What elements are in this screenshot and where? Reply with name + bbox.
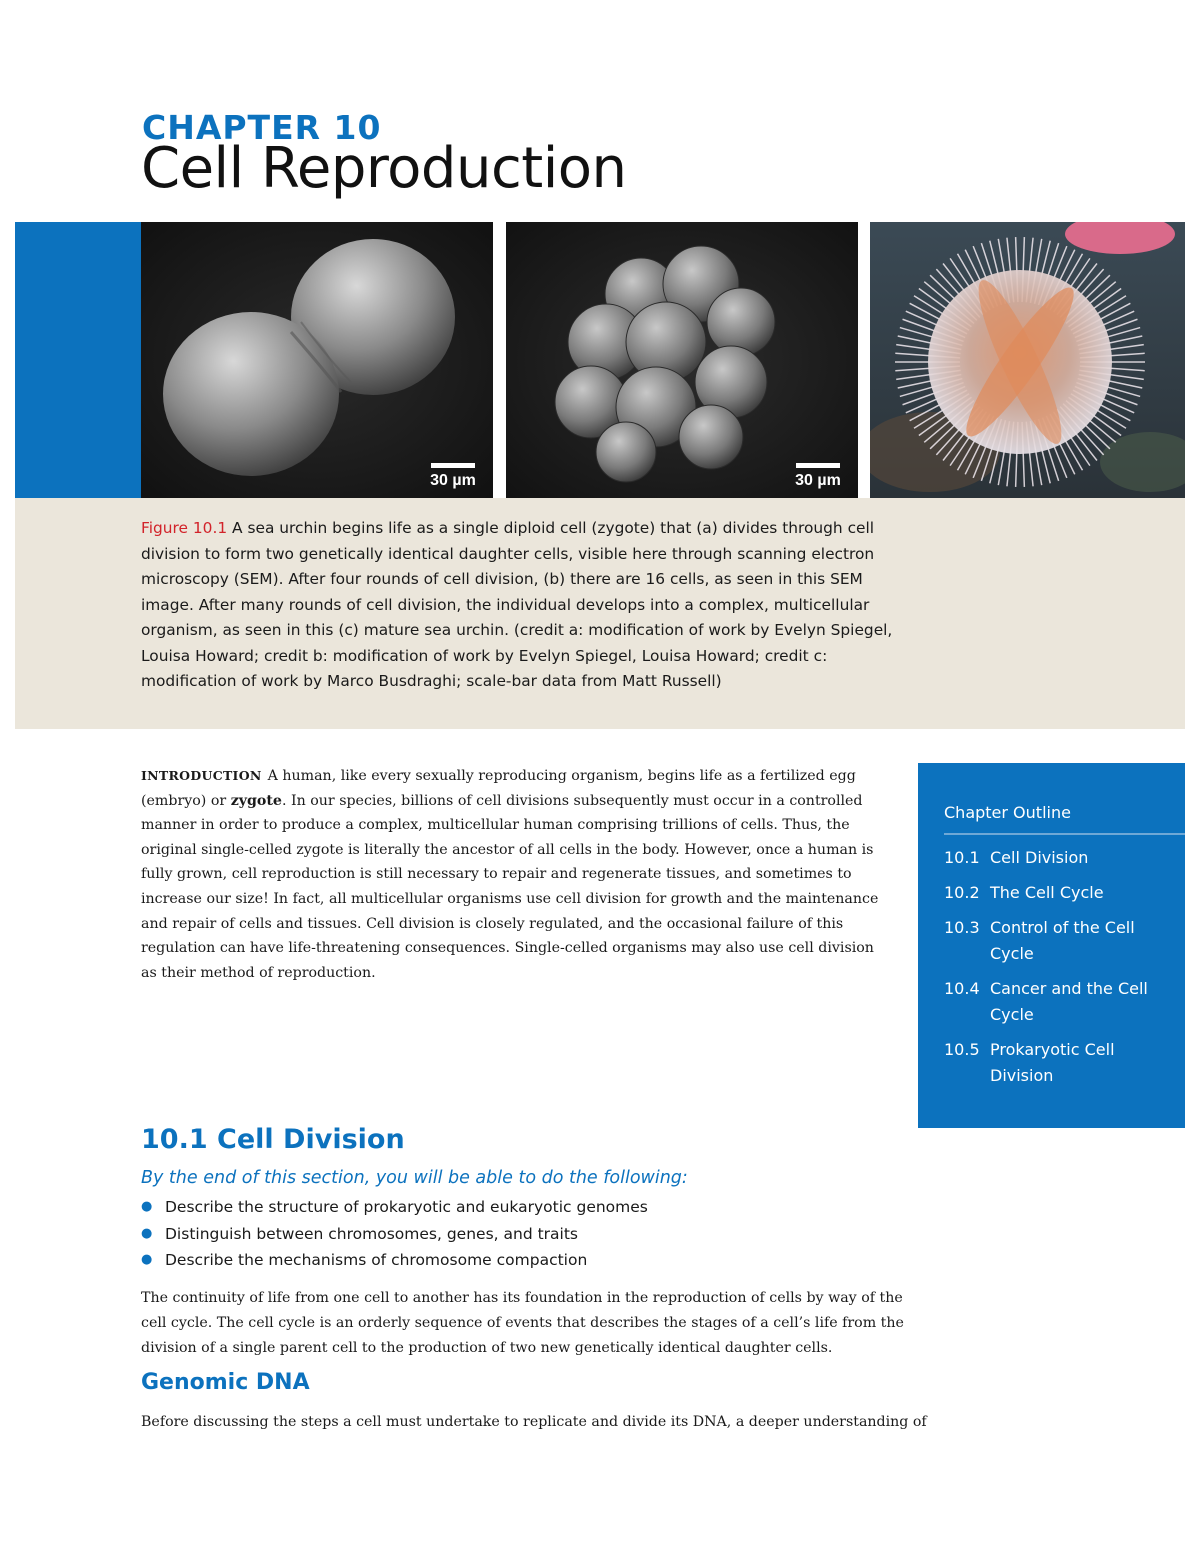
figure-image-c-mature-sea-urchin	[870, 222, 1185, 498]
scale-bar-a: 30 µm	[427, 463, 479, 490]
introduction-paragraph	[141, 764, 889, 985]
subsection-title: Genomic DNA	[141, 1370, 310, 1395]
outline-item-label: Cancer and the Cell Cycle	[990, 979, 1148, 1024]
chapter-outline-box	[918, 763, 1185, 1128]
objective-item	[141, 1221, 648, 1248]
learning-objectives-heading: By the end of this section, you will be able to do the following:	[141, 1168, 688, 1188]
figure-image-a-two-cell-sem	[141, 222, 493, 498]
scale-bar-b: 30 µm	[792, 463, 844, 490]
outline-item-label: The Cell Cycle	[990, 883, 1104, 902]
outline-item-number: 10.2	[944, 883, 980, 902]
outline-divider	[944, 833, 1185, 835]
outline-item-number: 10.1	[944, 848, 980, 867]
figure-label: Figure 10.1	[141, 519, 228, 537]
accent-bar	[15, 222, 141, 498]
outline-item-10-5[interactable]	[944, 1037, 1174, 1089]
bullet-icon: ●	[141, 1225, 153, 1241]
outline-item-10-1[interactable]	[944, 845, 1174, 871]
outline-item-label: Control of the Cell Cycle	[990, 918, 1135, 963]
bullet-icon: ●	[141, 1252, 153, 1267]
section-paragraph: The continuity of life from one cell to another has its foundation in the reproduction of cells by way of the cell cycle. The cell cycle is an orderly sequence of events that describes the stages of a cell’s life from the division of a single parent cell to the production of two new genetically identical daughter cells.	[141, 1290, 904, 1356]
intro-text-2: . In our species, billions of cell divisions subsequently must occur in a controlled manner in order to produce a complex, multicellular human comprising trillions of cells. Thus, the original single-celled zygote is literally the ancestor of all cells in the body. However, once a human is fully grown, cell reproduction is still necessary to repair and regenerate tissues, and sometimes to increase our size! In fact, all multicellular organisms use cell division for growth and the maintenance and repair of cells and tissues. Cell division is closely regulated, and the occasional failure of this regulation can have life-threatening consequences. Single-celled organisms may also use cell division as their method of reproduction.	[141, 792, 879, 981]
outline-item-number: 10.3	[944, 918, 980, 937]
chapter-outline-list	[944, 845, 1174, 1098]
figure-image-b-sixteen-cell-sem	[506, 222, 858, 498]
objective-text: Distinguish between chromosomes, genes, and traits	[165, 1224, 578, 1243]
learning-objectives-list	[141, 1194, 648, 1274]
outline-item-label: Cell Division	[990, 848, 1089, 867]
outline-item-label: Prokaryotic Cell Division	[990, 1040, 1115, 1085]
chapter-title: Cell Reproduction	[141, 136, 627, 201]
objective-item	[141, 1247, 648, 1274]
subsection-paragraph: Before discussing the steps a cell must undertake to replicate and divide its DNA, a deeper understanding of	[141, 1414, 927, 1430]
objective-text: Describe the structure of prokaryotic and eukaryotic genomes	[165, 1198, 648, 1216]
outline-item-10-4[interactable]	[944, 976, 1174, 1028]
outline-item-10-3[interactable]	[944, 915, 1174, 967]
chapter-outline-title: Chapter Outline	[944, 803, 1071, 822]
figure-caption-text: A sea urchin begins life as a single diploid cell (zygote) that (a) divides through cell division to form two genetically identical daughter cells, visible here through scanning electron microscopy (SEM). After four rounds of cell division, (b) there are 16 cells, as seen in this SEM image. After many rounds of cell division, the individual develops into a complex, multicellular organism, as seen in this (c) mature sea urchin. (credit a: modification of work by Evelyn Spiegel, Louisa Howard; credit b: modification of work by Evelyn Spiegel, Louisa Howard; credit c: modification of work by Marco Busdraghi; scale-bar data from Matt Russell)	[141, 519, 893, 690]
outline-item-10-2[interactable]	[944, 880, 1174, 906]
objective-text: Describe the mechanisms of chromosome compaction	[165, 1251, 588, 1269]
intro-bold-term: zygote	[230, 792, 282, 809]
section-title: 10.1 Cell Division	[141, 1124, 405, 1155]
figure-caption	[141, 516, 901, 695]
introduction-heading: INTRODUCTION	[141, 768, 262, 783]
outline-item-number: 10.5	[944, 1040, 980, 1059]
outline-item-number: 10.4	[944, 979, 980, 998]
bullet-icon: ●	[141, 1199, 153, 1214]
objective-item	[141, 1194, 648, 1221]
intro-text-1: A human, like every sexually reproducing organism, begins life as a fertilized egg (embryo) or	[141, 768, 856, 809]
chapter-label: CHAPTER 10	[142, 108, 382, 147]
